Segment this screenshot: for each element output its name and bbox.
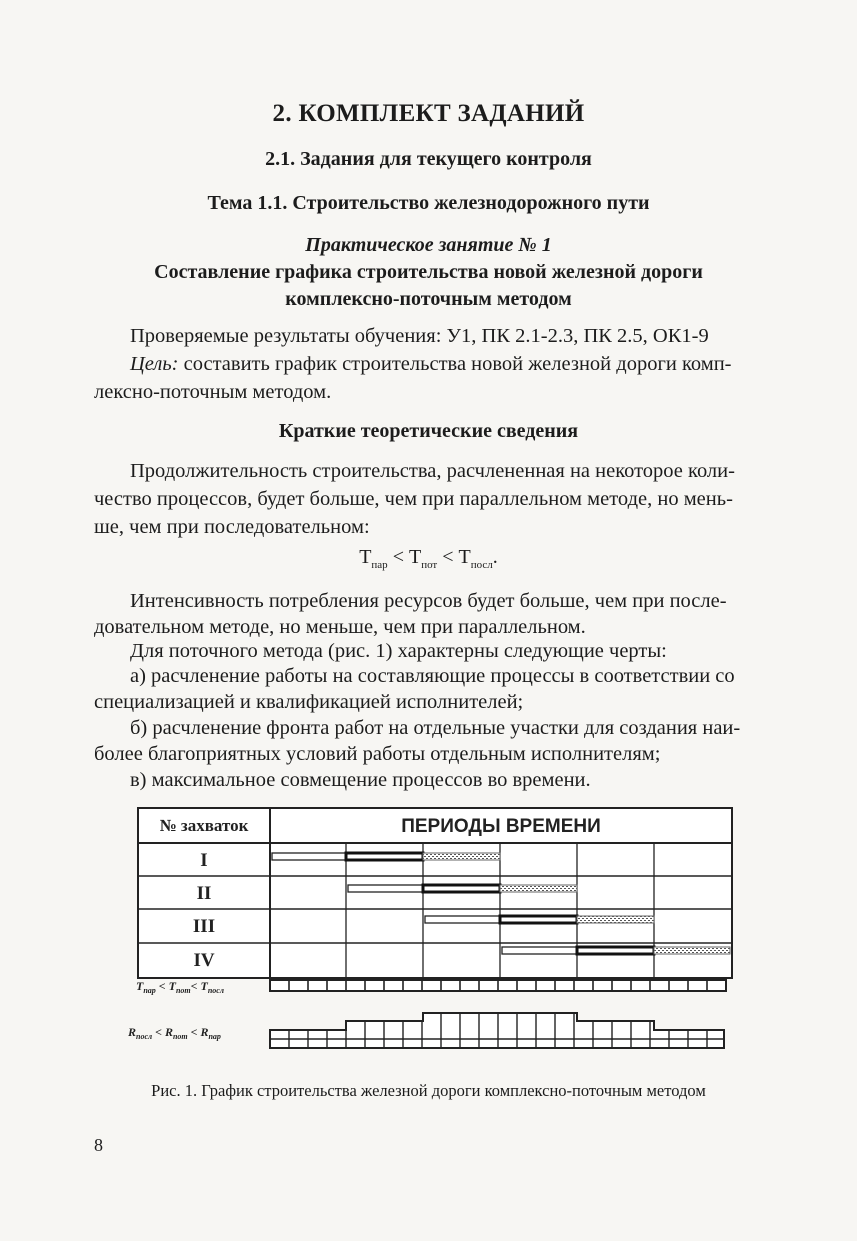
p4-line1: а) расчленение работы на составляющие процессы в соответствии со (130, 665, 735, 687)
p5-line2: более благоприятных условий работы отдельным исполнителям; (94, 743, 661, 765)
row-3-bars (425, 916, 654, 923)
p1-line3: ше, чем при последовательном: (94, 516, 370, 538)
p2-line1: Интенсивность потребления ресурсов будет больше, чем при после- (130, 590, 727, 612)
practice-number: Практическое занятие № 1 (305, 234, 552, 256)
periods-header: ПЕРИОДЫ ВРЕМЕНИ (401, 816, 601, 837)
section-heading: 2.1. Задания для текущего контроля (265, 148, 592, 170)
results-line: Проверяемые результаты обучения: У1, ПК 2.1-2.3, ПК 2.5, ОК1-9 (130, 325, 709, 347)
schedule-figure (128, 803, 740, 1068)
row-label-2: II (196, 883, 212, 904)
chapter-heading: 2. КОМПЛЕКТ ЗАДАНИЙ (272, 100, 585, 127)
figure-caption: Рис. 1. График строительства железной дороги комплексно-поточным методом (151, 1081, 706, 1100)
p4-line2: специализацией и квалификацией исполнителей; (94, 691, 524, 713)
row-4-bars (502, 947, 730, 954)
time-strip (270, 980, 726, 991)
p1-line2: чество процессов, будет больше, чем при параллельном методе, но мень- (94, 488, 733, 510)
p2-line2: довательном методе, но меньше, чем при параллельном. (94, 616, 586, 638)
col-header: № захваток (159, 816, 249, 835)
practice-title-line1: Составление графика строительства новой железной дороги (154, 261, 703, 283)
page-number: 8 (94, 1135, 103, 1155)
practice-title-line2: комплексно-поточным методом (285, 288, 572, 310)
p3-line: Для поточного метода (рис. 1) характерны следующие черты: (130, 640, 667, 662)
row-label-3: III (192, 916, 216, 937)
goal-label: Цель: (130, 353, 179, 375)
resource-relation-label: $R_{посл} < R_{пот} < R_{пар}$ (128, 1025, 221, 1041)
resource-histogram (270, 1013, 724, 1048)
row-1-bars (272, 853, 500, 860)
theory-heading: Краткие теоретические сведения (278, 420, 579, 442)
row-label-4: IV (193, 950, 215, 971)
row-2-bars (348, 885, 577, 892)
goal-line2: лексно-поточным методом. (94, 381, 332, 403)
topic-heading: Тема 1.1. Строительство железнодорожного пути (207, 192, 650, 214)
goal-line (94, 350, 774, 378)
p5-line1: б) расчленение фронта работ на отдельные участки для создания наи- (130, 717, 741, 739)
duration-formula: $Т_{пар} < Т_{пот} < Т_{посл}$. (359, 546, 498, 571)
p1-line1: Продолжительность строительства, расчлененная на некоторое коли- (130, 460, 735, 482)
time-relation-label: $T_{пар} < T_{пот}< T_{посл}$ (136, 979, 224, 995)
p6-line: в) максимальное совмещение процессов во времени. (130, 769, 591, 791)
goal-text: составить график строительства новой железной дороги комп- (178, 353, 732, 375)
schedule-diagram (128, 803, 740, 1063)
row-label-1: I (200, 850, 208, 871)
